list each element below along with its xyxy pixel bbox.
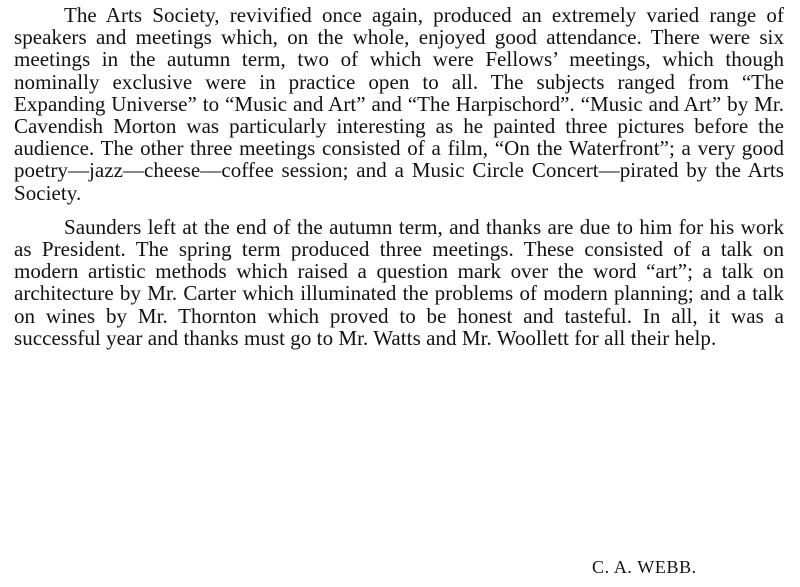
article-body	[14, 4, 784, 349]
paragraph-2: Saunders left at the end of the autumn term, and thanks are due to him for his work as President. The spring term produced three meetings. These consisted of a talk on modern artistic methods which raised a question mark over the word “art”; a talk on architecture by Mr. Carter which illuminated the problems of modern planning; and a talk on wines by Mr. Thornton which proved to be honest and tasteful. In all, it was a successful year and thanks must go to Mr. Watts and Mr. Woollett for all their help.	[14, 214, 784, 350]
author-signature: C. A. WEBB.	[592, 557, 697, 577]
paragraph-1: The Arts Society, revivified once again, produced an extremely varied range of speakers and meetings which, on the whole, enjoyed good attendance. There were six meetings in the autumn term, two of which were Fellows’ meetings, which though nominally exclusive were in practice open to all. The subjects ranged from “The Expanding Universe” to “Music and Art” and “The Harpischord”. “Music and Art” by Mr. Cavendish Morton was particularly interesting as he painted three pictures before the audience. The other three meetings consisted of a film, “On the Waterfront”; a very good poetry—jazz—cheese—coffee session; and a Music Circle Concert—pirated by the Arts Society.	[14, 3, 784, 205]
